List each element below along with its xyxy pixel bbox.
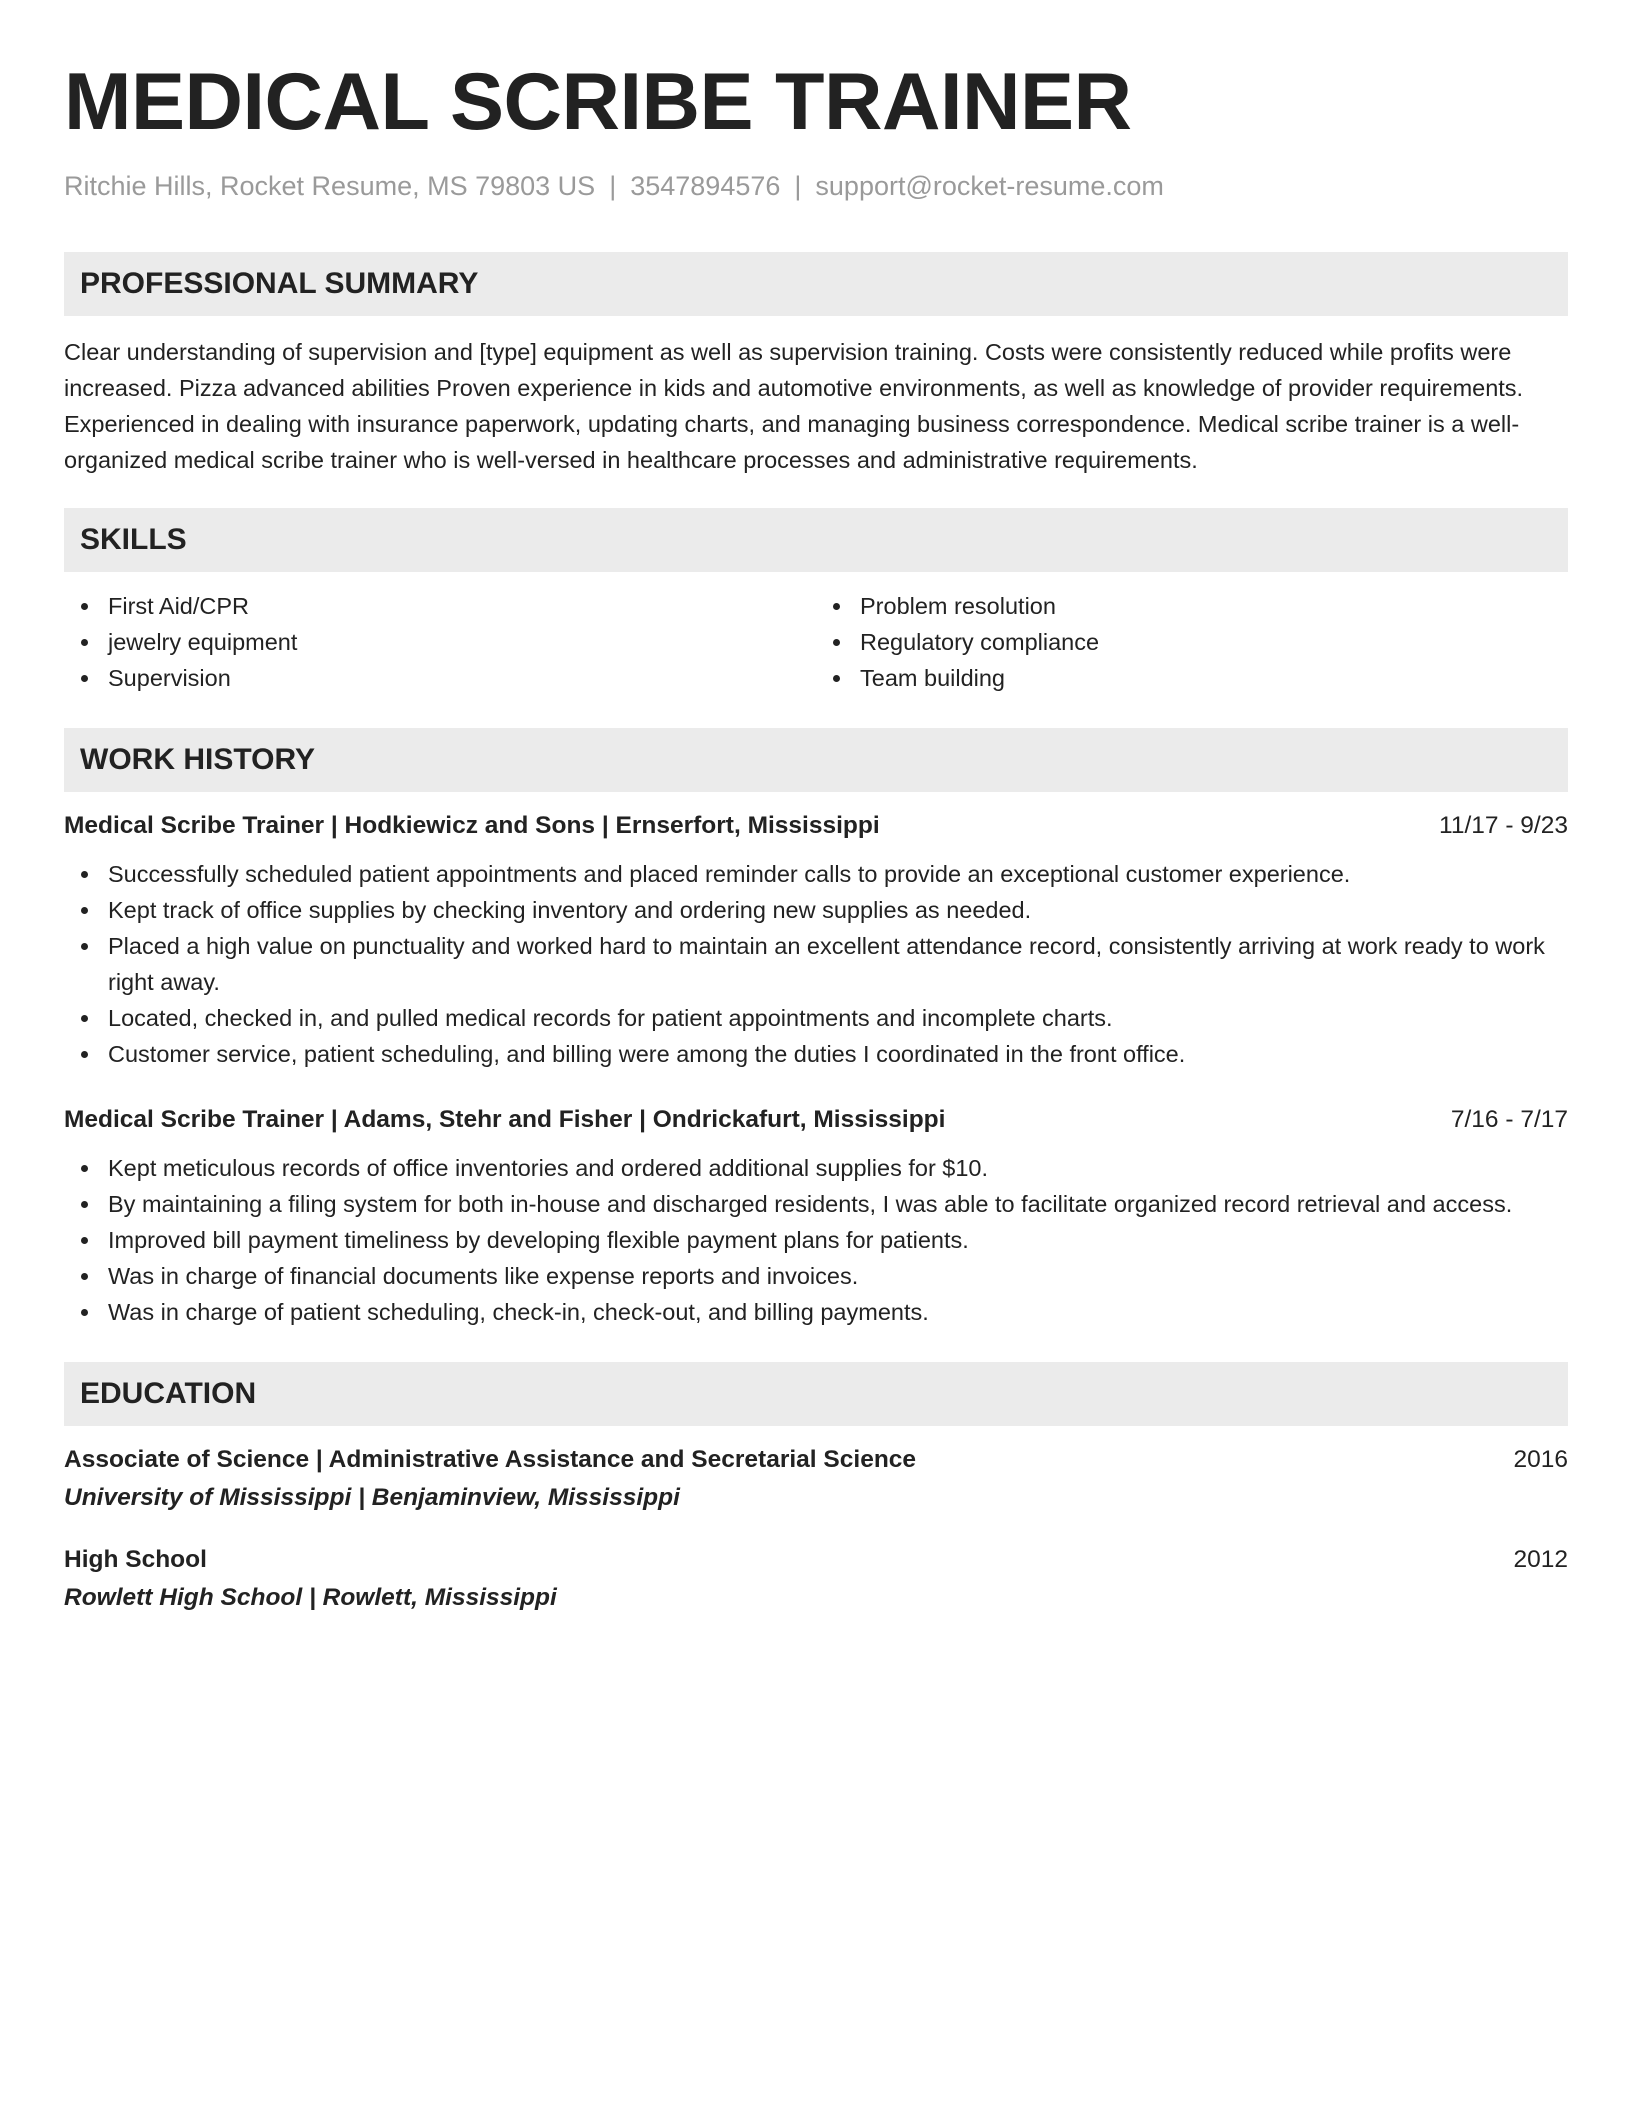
- job-entry: [64, 1106, 1568, 1330]
- job-bullet: Was in charge of patient scheduling, check-in, check-out, and billing payments.: [108, 1294, 1568, 1330]
- education-degree: High School: [64, 1546, 207, 1573]
- skill-item: Team building: [860, 660, 1568, 696]
- education-header: [64, 1446, 1568, 1474]
- summary-heading: PROFESSIONAL SUMMARY: [64, 252, 1568, 316]
- job-bullet: Improved bill payment timeliness by developing flexible payment plans for patients.: [108, 1222, 1568, 1258]
- education-entry: [64, 1446, 1568, 1512]
- contact-separator: |: [794, 171, 802, 201]
- summary-text: Clear understanding of supervision and [type] equipment as well as supervision training. Costs were consistently reduced while profits were increased. Pizza advanced abilities Proven experience in kids and automotive environments, as well as knowledge of provider requirements. Experienced in dealing with insurance paperwork, updating charts, and managing business correspondence. Medical scribe trainer is a well-organized medical scribe trainer who is well-versed in healthcare processes and administrative requirements.: [64, 339, 1524, 473]
- skill-item: Regulatory compliance: [860, 624, 1568, 660]
- skill-item: First Aid/CPR: [108, 588, 816, 624]
- contact-phone: 3547894576: [630, 171, 781, 201]
- education-school: University of Mississippi | Benjaminview, Mississippi: [64, 1484, 680, 1511]
- skills-heading: SKILLS: [64, 508, 1568, 572]
- job-bullet: Placed a high value on punctuality and worked hard to maintain an excellent attendance record, consistently arriving at work ready to work right away.: [108, 928, 1568, 1000]
- education-degree: Associate of Science | Administrative Assistance and Secretarial Science: [64, 1446, 917, 1473]
- job-bullet: Kept track of office supplies by checking inventory and ordering new supplies as needed.: [108, 892, 1568, 928]
- job-bullet: Customer service, patient scheduling, and billing were among the duties I coordinated in the front office.: [108, 1036, 1568, 1072]
- job-bullet: Was in charge of financial documents like expense reports and invoices.: [108, 1258, 1568, 1294]
- job-header: [64, 1106, 1568, 1134]
- skills-column-left: [64, 588, 816, 696]
- skill-item: jewelry equipment: [108, 624, 816, 660]
- job-header: [64, 812, 1568, 840]
- job-bullets: [64, 856, 1568, 1072]
- skills-column-right: [816, 588, 1568, 696]
- job-bullet: Located, checked in, and pulled medical records for patient appointments and incomplete charts.: [108, 1000, 1568, 1036]
- job-title: Medical Scribe Trainer | Hodkiewicz and Sons | Ernserfort, Mississippi: [64, 812, 880, 839]
- education-year: 2016: [1513, 1446, 1568, 1473]
- contact-address: Ritchie Hills, Rocket Resume, MS 79803 US: [64, 171, 596, 201]
- skills-grid: [64, 588, 1568, 696]
- job-bullet: By maintaining a filing system for both in-house and discharged residents, I was able to facilitate organized record retrieval and access.: [108, 1186, 1568, 1222]
- education-entry: [64, 1546, 1568, 1612]
- skill-item: Problem resolution: [860, 588, 1568, 624]
- contact-line: [64, 171, 1568, 202]
- education-school: Rowlett High School | Rowlett, Mississippi: [64, 1584, 557, 1611]
- job-dates: 7/16 - 7/17: [1450, 1106, 1568, 1133]
- skill-item: Supervision: [108, 660, 816, 696]
- education-heading: EDUCATION: [64, 1362, 1568, 1426]
- contact-separator: |: [609, 171, 617, 201]
- contact-email: support@rocket-resume.com: [815, 171, 1164, 201]
- job-bullet: Kept meticulous records of office inventories and ordered additional supplies for $10.: [108, 1150, 1568, 1186]
- work-history-heading: WORK HISTORY: [64, 728, 1568, 792]
- education-header: [64, 1546, 1568, 1574]
- job-title: Medical Scribe Trainer | Adams, Stehr and Fisher | Ondrickafurt, Mississippi: [64, 1106, 946, 1133]
- resume-name: MEDICAL SCRIBE TRAINER: [64, 57, 1132, 147]
- education-year: 2012: [1513, 1546, 1568, 1573]
- job-bullets: [64, 1150, 1568, 1330]
- job-entry: [64, 812, 1568, 1072]
- job-bullet: Successfully scheduled patient appointments and placed reminder calls to provide an exceptional customer experience.: [108, 856, 1568, 892]
- job-dates: 11/17 - 9/23: [1439, 812, 1568, 839]
